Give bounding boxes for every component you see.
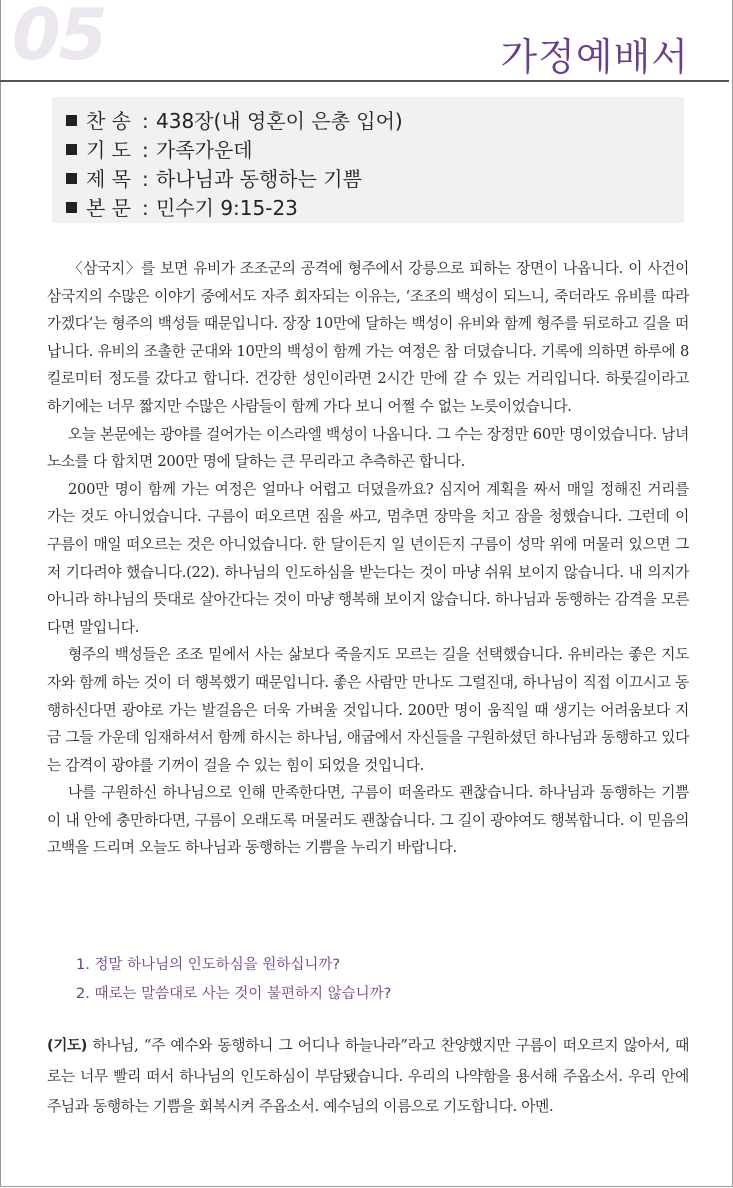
info-row-scripture: 본 문 : 민수기 9:15-23	[66, 192, 298, 221]
info-value: 민수기 9:15-23	[156, 196, 298, 220]
info-label: 본 문	[86, 196, 131, 220]
square-bullet-icon	[66, 115, 77, 126]
section-title: 가정예배서	[500, 35, 689, 79]
info-row-title: 제 목 : 하나님과 동행하는 기쁨	[66, 163, 362, 192]
paragraph: 〈삼국지〉를 보면 유비가 조조군의 공격에 형주에서 강릉으로 피하는 장면이 나옵니다. 이 사건이 삼국지의 수많은 이야기 중에서도 자주 회자되는 이유는, ‘조조의 백성이 되느니, 죽더라도 유비를 따라가겠다’는 형주의 백성들 때문입니다. 장장 10만에 달하는 백성이 유비와 함께 형주를 뒤로하고 길을 떠납니다. 유비의 조촐한 군대와 10만의 백성이 함께 가는 여정은 참 더뎠습니다. 기록에 의하면 하루에 8킬로미터 정도를 갔다고 합니다. 건강한 성인이라면 2시간 만에 갈 수 있는 거리입니다. 하룻길이라고 하기에는 너무 짧지만 수많은 사람들이 함께 가다 보니 어쩔 수 없는 노릇이었습니다.	[47, 260, 689, 415]
info-value: 438장(내 영혼이 은총 입어)	[156, 109, 403, 133]
paragraph: 형주의 백성들은 조조 밑에서 사는 삶보다 죽을지도 모르는 길을 선택했습니다. 유비라는 좋은 지도자와 함께 하는 것이 더 행복했기 때문입니다. 좋은 사람만 만나도 그럴진대, 하나님이 직접 이끄시고 동행하신다면 광야로 가는 발걸음은 더욱 가벼울 것입니다. 200만 명이 움직일 때 생기는 어려움보다 지금 그들 가운데 임재하셔서 함께 하시는 하나님, 애굽에서 자신들을 구원하셨던 하나님과 동행하고 있다는 감격이 광야를 기꺼이 걸을 수 있는 힘이 되었을 것입니다.	[47, 646, 689, 774]
paragraph: 오늘 본문에는 광야를 걸어가는 이스라엘 백성이 나옵니다. 그 수는 장정만 60만 명이었습니다. 남녀노소를 다 합치면 200만 명에 달하는 큰 무리라고 추측하곤 합니다.	[47, 425, 689, 471]
page-number: 05	[12, 0, 106, 76]
square-bullet-icon	[66, 144, 77, 155]
info-label: 기 도	[86, 138, 131, 162]
info-value: 하나님과 동행하는 기쁨	[156, 167, 362, 191]
info-row-hymn: 찬 송 : 438장(내 영혼이 은총 입어)	[66, 105, 403, 134]
prayer-label: (기도)	[47, 1038, 88, 1054]
discussion-questions	[76, 951, 391, 1009]
worship-info-box	[52, 97, 684, 223]
info-label: 찬 송	[86, 109, 131, 133]
title-divider	[0, 80, 729, 82]
sermon-body	[47, 255, 689, 862]
info-row-prayer: 기 도 : 가족가운데	[66, 134, 253, 163]
info-label: 제 목	[86, 167, 131, 191]
square-bullet-icon	[66, 173, 77, 184]
paragraph: 200만 명이 함께 가는 여정은 얼마나 어렵고 더뎠을까요? 심지어 계획을 짜서 매일 정해진 거리를 가는 것도 아니었습니다. 구름이 떠오르면 짐을 싸고, 멈추면 장막을 치고 잠을 청했습니다. 그런데 이 구름이 매일 떠오르는 것은 아니었습니다. 한 달이든지 일 년이든지 구름이 성막 위에 머물러 있으면 그저 기다려야 했습니다.(22). 하나님의 인도하심을 받는다는 것이 마냥 쉬워 보이지 않습니다. 내 의지가 아니라 하나님의 뜻대로 살아간다는 것이 마냥 행복해 보이지 않습니다. 하나님과 동행하는 감격을 모른다면 말입니다.	[47, 480, 689, 636]
closing-prayer	[47, 1031, 689, 1123]
square-bullet-icon	[66, 202, 77, 213]
info-value: 가족가운데	[156, 138, 253, 162]
question-item: 2. 때로는 말씀대로 사는 것이 불편하지 않습니까?	[76, 986, 392, 1002]
question-item: 1. 정말 하나님의 인도하심을 원하십니까?	[76, 957, 341, 973]
prayer-text: 하나님, “주 예수와 동행하니 그 어디나 하늘나라”라고 찬양했지만 구름이 떠오르지 않아서, 때로는 너무 빨리 떠서 하나님의 인도하심이 부담됐습니다. 우리의 나약함을 용서해 주옵소서. 우리 안에 주님과 동행하는 기쁨을 회복시켜 주옵소서. 예수님의 이름으로 기도합니다. 아멘.	[47, 1037, 689, 1115]
paragraph: 나를 구원하신 하나님으로 인해 만족한다면, 구름이 떠올라도 괜찮습니다. 하나님과 동행하는 기쁨이 내 안에 충만하다면, 구름이 오래도록 머물러도 괜찮습니다. 그 길이 광야여도 행복합니다. 이 믿음의 고백을 드리며 오늘도 하나님과 동행하는 기쁨을 누리기 바랍니다.	[47, 784, 689, 857]
